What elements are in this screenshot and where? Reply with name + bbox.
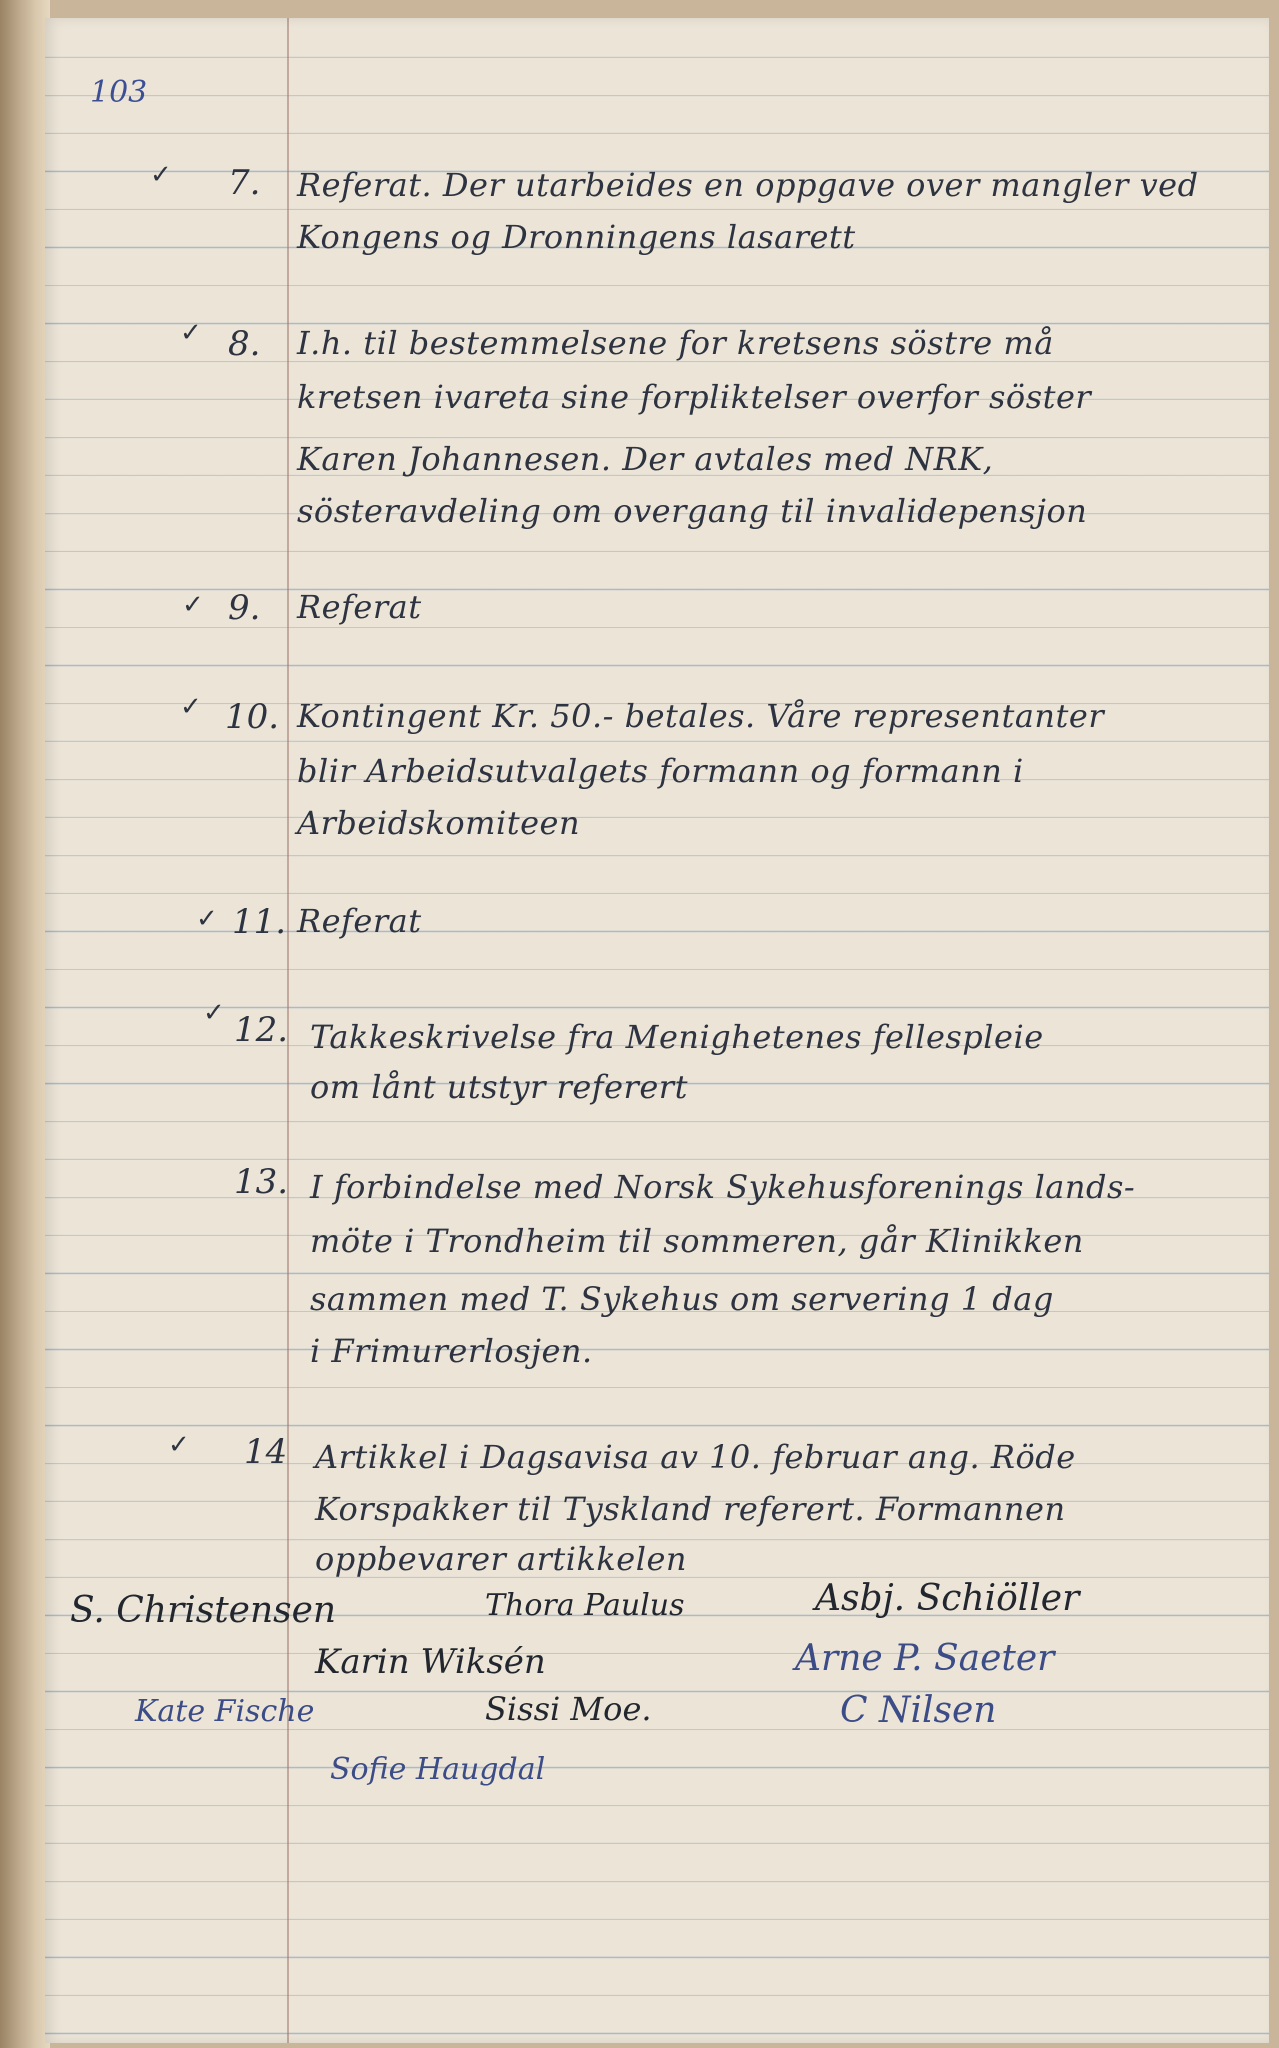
item-line: Referat bbox=[297, 588, 422, 626]
signature: Arne P. Saeter bbox=[795, 1638, 1055, 1679]
signature: Karin Wiksén bbox=[315, 1642, 546, 1682]
item-line: I forbindelse med Norsk Sykehusforenings lands- bbox=[310, 1168, 1136, 1206]
item-line: Karen Johannesen. Der avtales med NRK, bbox=[297, 440, 994, 478]
item-line: sösteravdeling om overgang til invalidepensjon bbox=[297, 492, 1088, 530]
item-number: 13. bbox=[234, 1162, 289, 1202]
item-line: Kongens og Dronningens lasarett bbox=[297, 218, 856, 256]
signature: Kate Fische bbox=[135, 1694, 315, 1729]
item-line: Arbeidskomiteen bbox=[297, 804, 581, 842]
signature: Sissi Moe. bbox=[485, 1690, 652, 1728]
book-binding bbox=[0, 0, 50, 2048]
signature: Thora Paulus bbox=[485, 1588, 685, 1623]
item-number: 10. bbox=[225, 697, 280, 737]
signature: C Nilsen bbox=[840, 1690, 997, 1731]
checkmark-icon: ✓ bbox=[180, 318, 202, 348]
checkmark-icon: ✓ bbox=[203, 998, 225, 1028]
item-number: 14 bbox=[244, 1432, 288, 1472]
checkmark-icon: ✓ bbox=[180, 692, 202, 722]
item-line: Referat. Der utarbeides en oppgave over mangler ved bbox=[297, 166, 1199, 204]
signature: Asbj. Schiöller bbox=[815, 1578, 1080, 1619]
item-number: 8. bbox=[228, 324, 261, 364]
item-line: möte i Trondheim til sommeren, går Klinikken bbox=[310, 1222, 1084, 1260]
item-line: Referat bbox=[297, 902, 422, 940]
item-line: i Frimurerlosjen. bbox=[310, 1332, 593, 1370]
item-number: 9. bbox=[228, 588, 261, 628]
item-line: sammen med T. Sykehus om servering 1 dag bbox=[310, 1280, 1054, 1318]
item-number: 12. bbox=[234, 1010, 289, 1050]
checkmark-icon: ✓ bbox=[150, 160, 172, 190]
item-number: 7. bbox=[228, 163, 261, 203]
item-line: Takkeskrivelse fra Menighetenes fellespleie bbox=[310, 1018, 1044, 1056]
page-number: 103 bbox=[90, 75, 148, 110]
item-line: om lånt utstyr referert bbox=[310, 1068, 688, 1106]
item-line: blir Arbeidsutvalgets formann og formann i bbox=[297, 752, 1024, 790]
item-line: I.h. til bestemmelsene for kretsens söstre må bbox=[297, 324, 1054, 362]
item-line: oppbevarer artikkelen bbox=[315, 1540, 687, 1578]
item-line: kretsen ivareta sine forpliktelser overfor söster bbox=[297, 378, 1092, 416]
signature: S. Christensen bbox=[70, 1590, 337, 1631]
checkmark-icon: ✓ bbox=[168, 1430, 190, 1460]
item-line: Kontingent Kr. 50.- betales. Våre representanter bbox=[297, 697, 1105, 735]
signature: Sofie Haugdal bbox=[330, 1752, 546, 1787]
item-line: Korspakker til Tyskland referert. Formannen bbox=[315, 1490, 1066, 1528]
checkmark-icon: ✓ bbox=[196, 904, 218, 934]
item-number: 11. bbox=[232, 902, 287, 942]
item-line: Artikkel i Dagsavisa av 10. februar ang. Röde bbox=[315, 1438, 1076, 1476]
checkmark-icon: ✓ bbox=[182, 590, 204, 620]
